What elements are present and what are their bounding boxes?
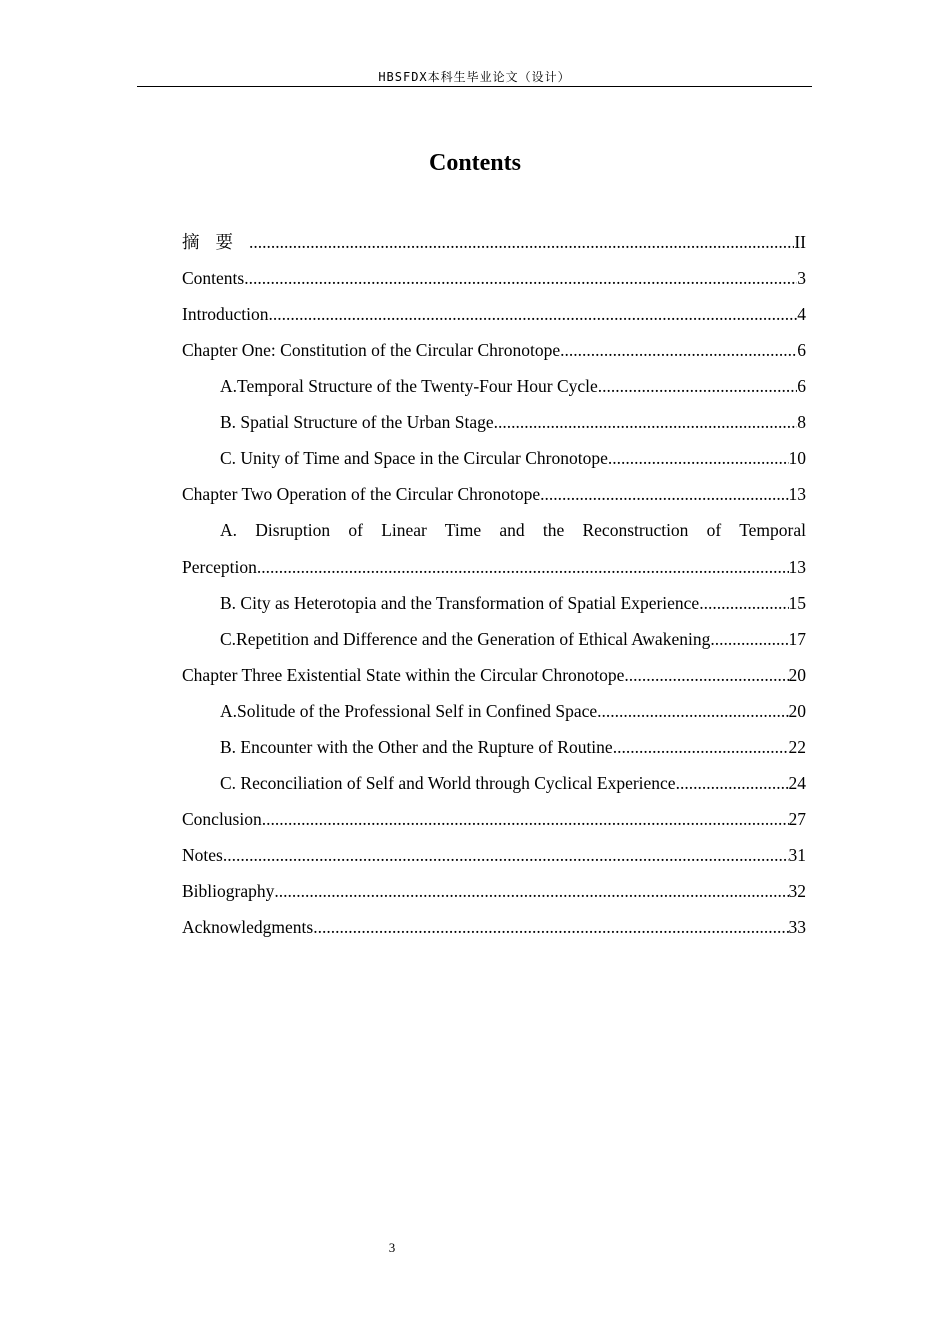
toc-entry-chapter-three-b[interactable] [182,733,806,769]
toc-page-number: 20 [788,665,806,685]
toc-label: A.Solitude of the Professional Self in Confined Space [220,701,598,721]
toc-entry-chapter-two[interactable] [182,480,806,516]
toc-entry-chapter-two-b[interactable] [182,589,806,625]
dot-leader [598,372,797,400]
dot-leader [560,336,797,364]
dot-leader [269,300,798,328]
toc-page-number: 17 [788,629,806,649]
dot-leader [704,589,789,617]
toc-page-number: 4 [797,304,806,324]
toc-label: B. City as Heterotopia and the Transformation of Spatial Experience. [220,593,704,613]
toc-label: Chapter Two Operation of the Circular Chronotope [182,484,541,504]
dot-leader [613,733,789,761]
toc-label: Acknowledgments [182,917,314,937]
toc-entry-contents[interactable] [182,264,806,300]
toc-page-number: 15 [788,593,806,613]
toc-page-number: 33 [788,917,806,937]
dot-leader [274,877,788,905]
dot-leader [313,913,788,941]
toc-entry-chapter-three-a[interactable] [182,697,806,733]
dot-leader [608,444,789,472]
toc-label: C. Reconciliation of Self and World through Cyclical Experience [220,773,676,793]
toc-entry-chapter-three-c[interactable] [182,769,806,805]
toc-label: Conclusion [182,809,262,829]
toc-entry-chapter-two-a-line1[interactable] [182,516,806,553]
toc-page-number: II [794,232,806,252]
toc-label: Bibliography [182,881,275,901]
toc-page-number: 20 [788,701,806,721]
toc-entry-abstract[interactable] [182,228,806,264]
toc-label: A. Disruption of Linear Time and the Reconstruction of Temporal [220,520,806,540]
toc-label: Introduction [182,304,269,324]
dot-leader [257,553,789,581]
toc-page-number: 13 [788,557,806,577]
toc-entry-bibliography[interactable] [182,877,806,913]
toc-label: B. Encounter with the Other and the Rupture of Routine [220,737,613,757]
header-rule [137,86,812,87]
dot-leader [597,697,788,725]
toc-page-number: 31 [788,845,806,865]
page-title: Contents [428,150,521,176]
toc-entry-chapter-two-c[interactable] [182,625,806,661]
toc-page-number: 3 [797,268,806,288]
toc-page-number: 32 [788,881,806,901]
toc-label: A.Temporal Structure of the Twenty-Four Hour Cycle [220,376,598,396]
toc-entry-chapter-two-a[interactable] [182,553,806,589]
dot-leader [676,769,789,797]
dot-leader [249,228,794,256]
dot-leader [223,841,789,869]
toc-label: Chapter One: Constitution of the Circular Chronotope [182,340,561,360]
toc-label: Notes [182,845,223,865]
toc-page-number: 22 [788,737,806,757]
toc-page-number: 6 [797,376,806,396]
toc-entry-introduction[interactable] [182,300,806,336]
toc-entry-notes[interactable] [182,841,806,877]
page-header: HBSFDX本科生毕业论文（设计） [378,70,571,84]
dot-leader [262,805,789,833]
toc-label: Contents [182,268,245,288]
toc-entry-conclusion[interactable] [182,805,806,841]
dot-leader [244,264,797,292]
toc-page-number: 10 [788,448,806,468]
toc-page-number: 27 [788,809,806,829]
toc-entry-acknowledgments[interactable] [182,913,806,949]
toc-entry-chapter-one-a[interactable] [182,372,806,408]
toc-label: C. Unity of Time and Space in the Circular Chronotope [220,448,608,468]
toc-label: Chapter Three Existential State within the Circular Chronotope [182,665,625,685]
toc-page-number: 6 [797,340,806,360]
dot-leader [624,661,788,689]
toc-label: C.Repetition and Difference and the Generation of Ethical Awakening [220,629,711,649]
dot-leader [494,408,798,436]
dot-leader [540,480,788,508]
toc-entry-chapter-one-c[interactable] [182,444,806,480]
table-of-contents [182,228,806,949]
toc-page-number: 13 [788,484,806,504]
toc-label: Perception [182,557,257,577]
dot-leader [710,625,788,653]
toc-label: 摘要 [182,232,249,252]
toc-entry-chapter-one[interactable] [182,336,806,372]
footer-page-number: 3 [388,1240,396,1255]
toc-page-number: 24 [788,773,806,793]
toc-label: B. Spatial Structure of the Urban Stage [220,412,494,432]
toc-page-number: 8 [797,412,806,432]
toc-entry-chapter-three[interactable] [182,661,806,697]
toc-entry-chapter-one-b[interactable] [182,408,806,444]
